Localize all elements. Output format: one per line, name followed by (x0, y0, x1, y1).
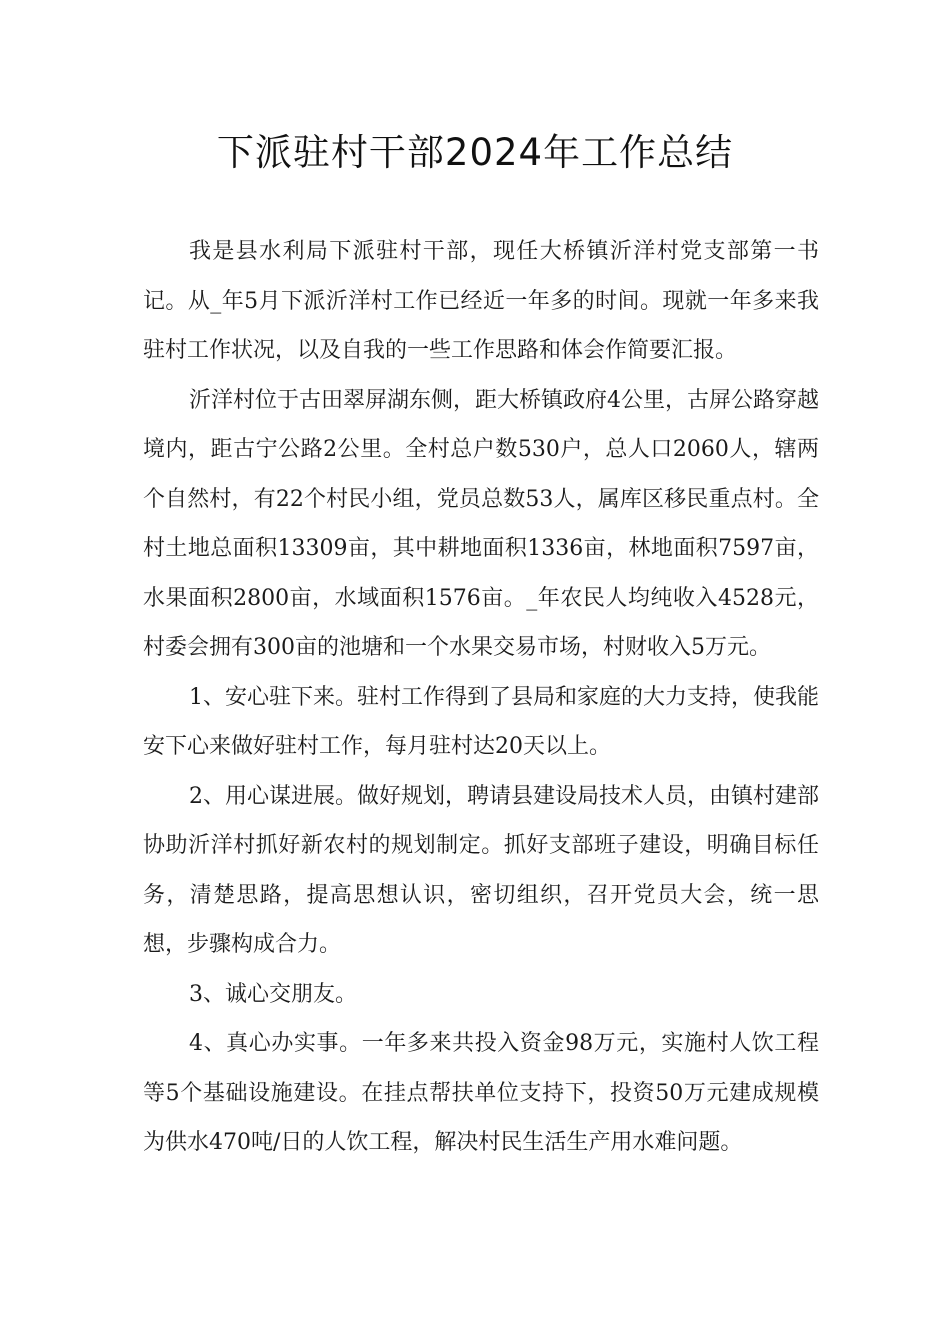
paragraph-intro: 我是县水利局下派驻村干部，现任大桥镇沂洋村党支部第一书记。从_年5月下派沂洋村工作已经近一年多的时间。现就一年多来我驻村工作状况，以及自我的一些工作思路和体会作简要汇报。 (143, 239, 819, 363)
paragraph-item-1: 1、安心驻下来。驻村工作得到了县局和家庭的大力支持，使我能安下心来做好驻村工作，每月驻村达20天以上。 (143, 684, 819, 759)
document-title: 下派驻村干部2024年工作总结 (216, 131, 734, 174)
paragraph-village-overview: 沂洋村位于古田翠屏湖东侧，距大桥镇政府4公里，古屏公路穿越境内，距古宁公路2公里。全村总户数530户，总人口2060人，辖两个自然村，有22个村民小组，党员总数53人，属库区移民重点村。全村土地总面积13309亩，其中耕地面积1336亩，林地面积7597亩，水果面积2800亩，水域面积1576亩。_年农民人均纯收入4528元，村委会拥有300亩的池塘和一个水果交易市场，村财收入5万元。 (143, 387, 819, 660)
paragraph-item-3: 3、诚心交朋友。 (189, 981, 357, 1007)
paragraph-item-4: 4、真心办实事。一年多来共投入资金98万元，实施村人饮工程等5个基础设施建设。在挂点帮扶单位支持下，投资50万元建成规模为供水470吨/日的人饮工程，解决村民生活生产用水难问题。 (143, 1031, 819, 1155)
document-body (143, 227, 819, 1168)
paragraph-item-2: 2、用心谋进展。做好规划，聘请县建设局技术人员，由镇村建部协助沂洋村抓好新农村的规划制定。抓好支部班子建设，明确目标任务，清楚思路，提高思想认识，密切组织，召开党员大会，统一思想，步骤构成合力。 (143, 783, 819, 957)
